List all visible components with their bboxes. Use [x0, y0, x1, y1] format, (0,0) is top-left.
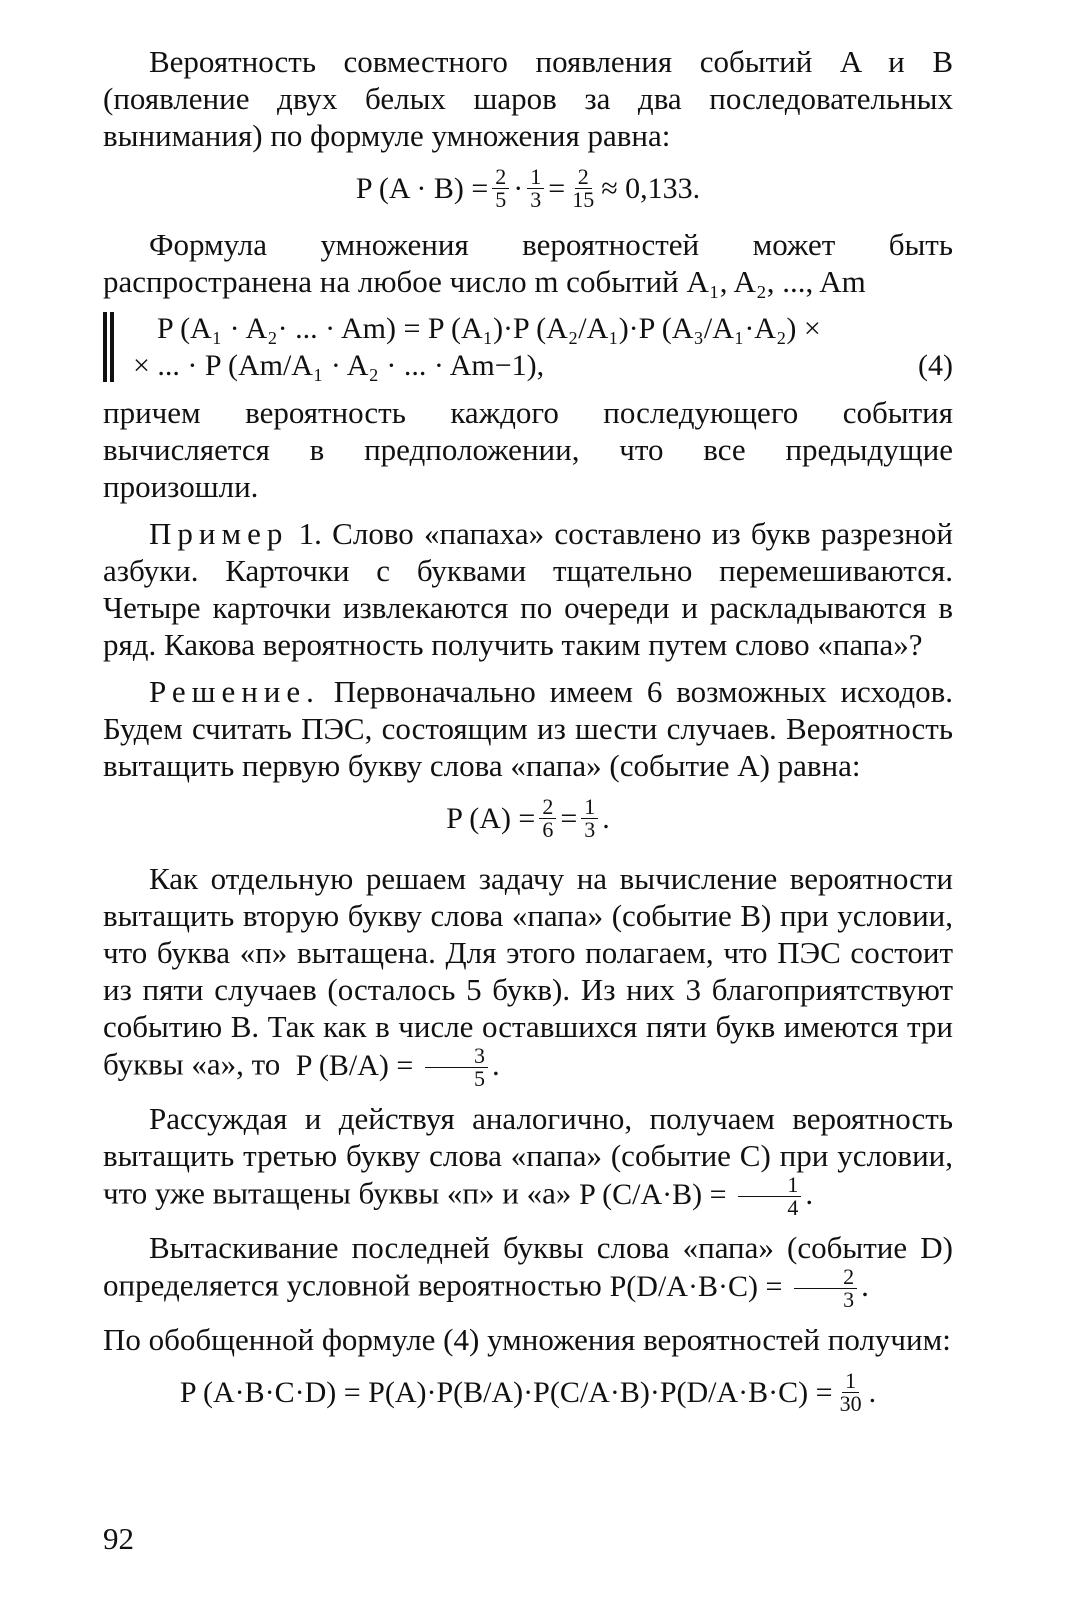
formula-4-line-2: × ... · P (Am/A₁ · A₂ · ... · Am−1),: [133, 349, 545, 382]
paragraph-condition: причем вероятность каждого последующего события вычисляется в предположении, что все предыдущие произошли.: [103, 395, 953, 504]
fraction: $\frac{2}{15}$: [572, 163, 595, 212]
fraction: $\frac{2}{3}$: [794, 1266, 857, 1311]
margin-bar: [110, 312, 114, 382]
fraction: $\frac{1}{3}$: [581, 796, 598, 841]
paragraph-general-formula: Формула умножения вероятностей может быть распространена на любое число m событий A₁, A₂, ..., Am: [103, 227, 953, 299]
paragraph-last-letter: Вытаскивание последней буквы слова «папа» (событие D) определяется условной вероятностью P(D/A·B·C) = $\frac{2}{3}$ .: [103, 1230, 953, 1312]
paragraph-joint-probability: Вероятность совместного появления событий A и B (появление двух белых шаров за два последовательных вынимания) по формуле умножения равна:: [103, 44, 953, 153]
formula-4-number: (4): [918, 349, 953, 382]
fraction: $\frac{1}{30}$: [839, 1367, 862, 1416]
page-number: 92: [103, 1521, 134, 1556]
fraction: $\frac{3}{5}$: [425, 1045, 488, 1090]
page-body: [103, 43, 953, 1430]
formula-4-block: [103, 310, 953, 384]
formula-lhs: P (A · B): [355, 171, 464, 205]
paragraph-second-letter: Как отдельную решаем задачу на вычисление вероятности вытащить вторую букву слова «папа» (событие B) при условии, что буква «п» вытащена. Для этого полагаем, что ПЭС состоит из пяти случаев (осталось 5 букв). Из них 3 благоприятствуют событию B. Так как в числе оставшихся пяти букв имеются три буквы «а», то P (B/A) = $\frac{3}{5}$ .: [103, 861, 953, 1091]
paragraph-generalized: По обобщенной формуле (4) умножения вероятностей получим:: [103, 1322, 951, 1357]
fraction: $\frac{1}{3}$: [527, 166, 544, 211]
formula-4-line-1: P (A₁ · A₂· ... · Am) = P (A₁)·P (A₂/A₁)·P (A₃/A₁·A₂) ×: [157, 312, 821, 345]
fraction: $\frac{1}{4}$: [738, 1174, 801, 1219]
formula-product-ab: P (A · B) = $\frac{2}{5}$ · $\frac{1}{3}$ = $\frac{2}{15}$ ≈ 0,133.: [355, 163, 701, 212]
formula-p-a: P (A) = $\frac{2}{6}$ = $\frac{1}{3}$ .: [446, 793, 610, 842]
paragraph-third-letter: Рассуждая и действуя аналогично, получаем вероятность вытащить третью букву слова «папа» (событие C) при условии, что уже вытащены буквы «п» и «а» P (C/A·B) = $\frac{1}{4}$ .: [103, 1101, 953, 1220]
solution-label: Решение.: [149, 674, 320, 709]
example-label: Пример: [149, 516, 289, 551]
paragraph-example-1: Пример 1. Слово «папаха» составлено из букв разрезной азбуки. Карточки с буквами тщательно перемешиваются. Четыре карточки извлекаются по очереди и раскладываются в ряд. Какова вероятность получить таким путем слово «папа»?: [103, 516, 953, 662]
margin-bar: [103, 312, 107, 382]
fraction: $\frac{2}{5}$: [492, 166, 509, 211]
formula-approx: ≈ 0,133.: [601, 171, 701, 205]
formula-final: P (A·B·C·D) = P(A)·P(B/A)·P(C/A·B)·P(D/A·B·C) = $\frac{1}{30}$ .: [179, 1367, 877, 1416]
paragraph-solution: Решение. Первоначально имеем 6 возможных исходов. Будем считать ПЭС, состоящим из шести случаев. Вероятность вытащить первую букву слова «папа» (событие A) равна:: [103, 674, 953, 783]
fraction: $\frac{2}{6}$: [539, 796, 556, 841]
